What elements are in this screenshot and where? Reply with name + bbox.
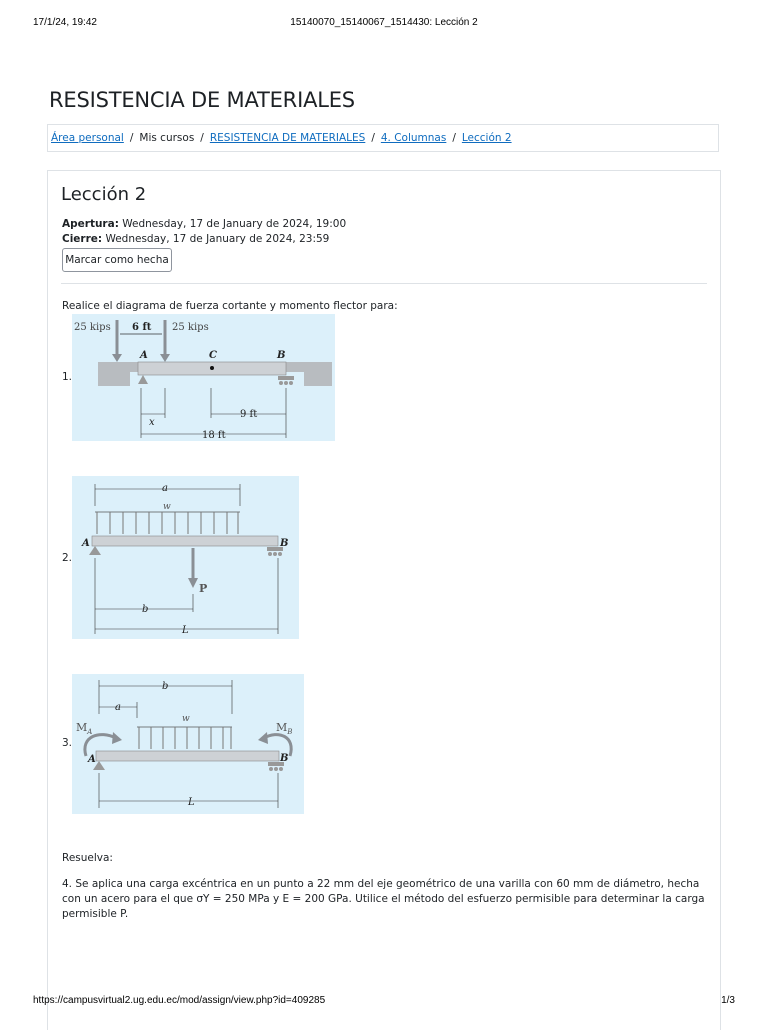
distributed-load-arrows — [97, 512, 238, 534]
support-b-roller — [278, 376, 294, 380]
divider — [61, 283, 707, 284]
problem-number: 2. — [62, 552, 73, 564]
opening-date — [62, 217, 346, 232]
point-c-label: C — [209, 350, 217, 361]
support-a-label: A — [140, 350, 148, 361]
closing-date — [62, 232, 346, 247]
point-c-dot — [210, 366, 214, 370]
breadcrumb-separator: / — [129, 132, 134, 144]
dim-x-label: x — [149, 417, 155, 428]
breadcrumb-separator: / — [452, 132, 456, 144]
beam — [96, 751, 279, 761]
left-wall — [98, 362, 142, 386]
load-right-label: 25 kips — [172, 322, 209, 333]
beam — [92, 536, 278, 546]
print-title: 15140070_15140067_1514430: Lección 2 — [290, 17, 478, 28]
load-p-label: P — [199, 582, 208, 595]
problem-number: 3. — [62, 737, 73, 749]
support-b-label: B — [280, 753, 289, 764]
moment-b-subscript: B — [287, 728, 293, 736]
problem-3-figure — [72, 674, 304, 814]
dim-9ft-label: 9 ft — [240, 409, 258, 420]
breadcrumb-course-link[interactable]: RESISTENCIA DE MATERIALES — [209, 132, 366, 144]
dim-b-label: b — [142, 604, 149, 615]
dim-a-label: a — [162, 483, 168, 494]
breadcrumb — [47, 124, 719, 152]
closing-label: Cierre: — [62, 233, 103, 245]
assignment-intro: Realice el diagrama de fuerza cortante y momento flector para: — [62, 300, 398, 312]
question-4-text: 4. Se aplica una carga excéntrica en un punto a 22 mm del eje geométrico de una varilla con 60 mm de diámetro, hecha con un acero para el que σY = 250 MPa y E = 200 GPa. Utilice el método del esfuerzo permisible para determinar la carga permisible P. — [62, 878, 705, 920]
support-a-pin — [89, 546, 101, 555]
breadcrumb-separator: / — [200, 132, 204, 144]
spacing-label: 6 ft — [132, 322, 152, 333]
support-a-pin — [138, 375, 148, 384]
activity-dates — [62, 217, 346, 247]
problem-1-figure — [72, 314, 335, 441]
opening-label: Apertura: — [62, 218, 119, 230]
distributed-load-arrows — [139, 727, 231, 749]
resuelva-label: Resuelva: — [62, 852, 113, 864]
breadcrumb-section-link[interactable]: 4. Columnas — [380, 132, 447, 144]
breadcrumb-my-courses: Mis cursos — [139, 132, 195, 144]
moment-a-symbol: M — [76, 721, 88, 734]
breadcrumb-dashboard-link[interactable]: Área personal — [51, 132, 124, 144]
load-w-label: w — [163, 502, 171, 512]
moment-a-label — [76, 721, 92, 736]
problem-number: 1. — [62, 371, 73, 383]
moment-a-subscript: A — [87, 728, 93, 736]
problem-2-figure — [72, 476, 299, 639]
load-left-label: 25 kips — [74, 322, 111, 333]
course-title: RESISTENCIA DE MATERIALES — [49, 88, 355, 112]
support-a-label: A — [88, 754, 96, 765]
support-b-label: B — [277, 350, 286, 361]
moment-b-symbol: M — [276, 721, 288, 734]
load-w-label: w — [182, 714, 190, 724]
lesson-title: Lección 2 — [61, 184, 147, 205]
print-page-count: 1/3 — [721, 995, 735, 1006]
dim-a-label: a — [115, 702, 121, 713]
print-url: https://campusvirtual2.ug.edu.ec/mod/assign/view.php?id=409285 — [33, 995, 326, 1006]
breadcrumb-lesson-link[interactable]: Lección 2 — [461, 132, 512, 144]
closing-value: Wednesday, 17 de January de 2024, 23:59 — [105, 233, 330, 245]
print-date: 17/1/24, 19:42 — [33, 17, 97, 28]
dim-b-label: b — [162, 681, 169, 692]
moment-b-label — [276, 721, 292, 736]
dim-18ft-label: 18 ft — [202, 430, 226, 441]
mark-as-done-button[interactable]: Marcar como hecha — [62, 248, 172, 272]
opening-value: Wednesday, 17 de January de 2024, 19:00 — [122, 218, 347, 230]
support-a-label: A — [82, 538, 90, 549]
support-b-label: B — [280, 538, 289, 549]
dim-l-label: L — [182, 625, 189, 636]
dim-l-label: L — [188, 797, 195, 808]
breadcrumb-separator: / — [371, 132, 375, 144]
